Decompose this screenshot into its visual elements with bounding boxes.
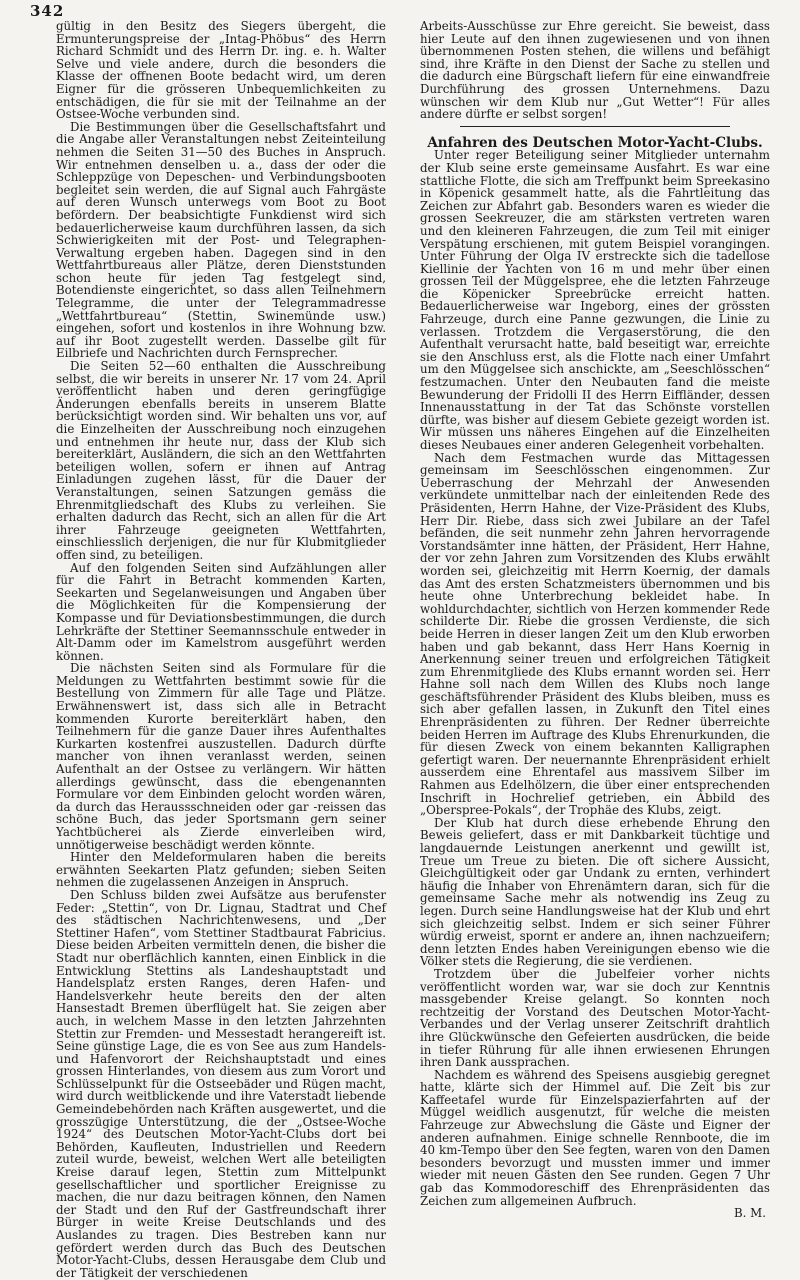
paragraph: gültig in den Besitz des Siegers übergeht, die Ermunterungspreise der „Intag-Phöbus“ des Herrn Richard Schmidt und des Herrn Dr. ing. e. h. Walter Selve und viele andere, durch die besonders die Klasse der offnenen Boote bedacht wird, um deren Eigner für die grösseren Unbequemlichkeiten zu entschädigen, die für sie mit der Teilnahme an der Ostsee-Woche verbunden sind. — [56, 19, 386, 122]
right-column — [420, 19, 770, 1221]
article-signature: B. M. — [734, 1206, 766, 1221]
paragraph: Nachdem es während des Speisens ausgiebig geregnet hatte, klärte sich der Himmel auf. Die Zeit bis zur Kaffeetafel wurde für Einzelspazierfahrten auf der Müggel weidlich ausgenutzt, für welche die meisten Fahrzeuge zur Abwechslung die Gäste und Eigner der anderen aufnahmen. Einige schnelle Rennboote, die im 40 km-Tempo über den See fegten, waren von den Damen besonders bevorzugt und mussten immer und immer wieder mit neuen Gästen den See runden. Gegen 7 Uhr gab das Kommodoreschiff des Ehrenpräsidenten das Zeichen zum allgemeinen Aufbruch. — [420, 1067, 770, 1208]
paragraph: Die Seiten 52—60 enthalten die Ausschreibung selbst, die wir bereits in unserer Nr. 17 vom 24. April veröffentlicht haben und deren geringfügige Änderungen ebenfalls bereits in unserem Blatte berücksichtigt worden sind. Wir behalten uns vor, auf die Einzelheiten der Ausschreibung noch einzugehen und entnehmen ihr heute nur, dass der Klub sich bereiterklärt, Ausländern, die sich an den Wettfahrten beteiligen wollen, sofern er ihnen auf Antrag Einladungen zugehen lässt, für die Dauer der Veranstaltungen, seinen Satzungen gemäss die Ehrenmitgliedschaft des Klubs zu verleihen. Sie erhalten dadurch das Recht, sich an allen für die Art ihrer Fahrzeuge geeigneten Wettfahrten, einschliesslich derjenigen, die nur für Klubmitglieder offen sind, zu beteiligen. — [56, 359, 386, 562]
paragraph: Den Schluss bilden zwei Aufsätze aus berufenster Feder: „Stettin“, von Dr. Lignau, Stadtrat und Chef des städtischen Nachrichtenwesens, und „Der Stettiner Hafen“, vom Stettiner Stadtbaurat Fabricius. Diese beiden Arbeiten vermitteln denen, die bisher die Stadt nur oberflächlich kannten, einen Einblick in die Entwicklung Stettins als Landeshauptstadt und Handelsplatz ersten Ranges, deren Hafen- und Handelsverkehr heute bereits den der alten Hansestadt Bremen überflügelt hat. Sie zeigen aber auch, in welchem Masse in den letzten Jahrzehnten Stettin zur Fremden- und Messestadt herangereift ist. Seine günstige Lage, die es von See aus zum Handels- und Hafenvorort der Reichshauptstadt und eines grossen Hinterlandes, von diesem aus zum Vorort und Schlüsselpunkt für die Ostseebäder und Rügen macht, wird durch weitblickende und ihre Vaterstadt liebende Gemeindebehörden nach Kräften ausgewertet, und die grosszügige Unterstützung, die der „Ostsee-Woche 1924“ des Deutschen Motor-Yacht-Clubs dort bei Behörden, Kaufleuten, Industriellen und Reedern zuteil wurde, beweist, welchen Wert alle beteiligten Kreise darauf legen, Stettin zum Mittelpunkt gesellschaftlicher und sportlicher Ereignisse zu machen, die nur dazu beitragen können, den Namen der Stadt und den Ruf der Gastfreundschaft ihrer Bürger in weite Kreise Deutschlands und des Auslandes zu tragen. Dies Bestreben kann nur gefördert werden durch das Buch des Deutschen Motor-Yacht-Clubs, dessen Herausgabe dem Club und der Tätigkeit der verschiedenen — [56, 887, 386, 1280]
paragraph: Trotzdem über die Jubelfeier vorher nichts veröffentlicht worden war, war sie doch zur Kenntnis massgebender Kreise gelangt. So konnten noch rechtzeitig der Vorstand des Deutschen Motor-Yacht-Verbandes und der Verlag unserer Zeitschrift drahtlich ihre Glückwünsche den Gefeierten ausdrücken, die beide in tiefer Rührung für alle ihnen erwiesenen Ehrungen ihren Dank aussprachen. — [420, 966, 770, 1070]
section-divider — [460, 126, 730, 127]
paragraph: Hinter den Meldeformularen haben die bereits erwähnten Seekarten Platz gefunden; sieben Seiten nehmen die zugelassenen Anzeigen in Anspruch. — [56, 850, 386, 890]
paragraph: Die nächsten Seiten sind als Formulare für die Meldungen zu Wettfahrten bestimmt sowie für die Bestellung von Zimmern für alle Tage und Plätze. Erwähnenswert ist, dass sich alle in Betracht kommenden Kurorte bereiterklärt haben, den Teilnehmern für die ganze Dauer ihres Aufenthaltes Kurkarten kostenfrei auszustellen. Dadurch dürfte mancher von ihnen veranlasst werden, seinen Aufenthalt an der Ostsee zu verlängern. Wir hätten allerdings gewünscht, dass die ebengenannten Formulare vor dem Einbinden gelocht worden wären, da durch das Heraussschneiden oder gar -reissen das schöne Buch, das jeder Sportsmann gern seiner Yachtbücherei als Zierde einverleiben wird, unnötigerweise beschädigt werden könnte. — [56, 661, 386, 852]
paragraph: Arbeits-Ausschüsse zur Ehre gereicht. Sie beweist, dass hier Leute auf den ihnen zugewiesenen und von ihnen übernommenen Posten stehen, die willens und befähigt sind, ihre Kräfte in den Dienst der Sache zu stellen und die dadurch eine Bürgschaft liefern für eine einwandfreie Durchführung des grossen Unternehmens. Dazu wünschen wir dem Klub nur „Gut Wetter“! Für alles andere dürfte er selbst sorgen! — [420, 19, 770, 122]
paragraph: Der Klub hat durch diese erhebende Ehrung den Beweis geliefert, dass er mit Dankbarkeit tüchtige und langdauernde Leistungen anerkennt und gewillt ist, Treue um Treue zu bieten. Die oft sichere Aussicht, Gleichgültigkeit oder gar Undank zu ernten, verhindert häufig die Inhaber von Ehrenämtern daran, sich für die gemeinsame Sache mehr als notwendig ins Zeug zu legen. Durch seine Handlungsweise hat der Klub und ehrt sich gleichzeitig selbst. Indem er sich seiner Führer würdig erweist, spornt er andere an, ihnen nachzueifern; denn letzten Endes haben Vereinigungen ebenso wie die Völker stets die Regierung, die sie verdienen. — [420, 815, 770, 969]
left-column — [56, 19, 386, 1280]
paragraph: Die Bestimmungen über die Gesellschaftsfahrt und die Angabe aller Veranstaltungen nebst Zeiteinteilung nehmen die Seiten 31—50 des Buches in Anspruch. Wir entnehmen denselben u. a., dass der oder die Schleppzüge von Depeschen- und Verbindungsbooten begleitet sein werden, die auf Signal auch Fahrgäste auf deren Wunsch unterwegs vom Boot zu Boot befördern. Der beabsichtigte Funkdienst wird sich bedauerlicherweise kaum durchführen lassen, da sich Schwierigkeiten mit der Post- und Telegraphen-Verwaltung ergeben haben. Dagegen sind in den Wettfahrtbureaus aller Plätze, deren Dienststunden schon heute für jeden Tag festgelegt sind, Botendienste eingerichtet, so dass allen Teilnehmern Telegramme, die unter der Telegrammadresse „Wettfahrtbureau“ (Stettin, Swinemünde usw.) eingehen, sofort und kostenlos in ihre Wohnung bzw. auf ihr Boot zugestellt werden. Dasselbe gilt für Eilbriefe und Nachrichten durch Fernsprecher. — [56, 119, 386, 361]
paragraph: Auf den folgenden Seiten sind Aufzählungen aller für die Fahrt in Betracht kommenden Karten, Seekarten und Segelanweisungen und Angaben über die Möglichkeiten für die Kompensierung der Kompasse und für Deviationsbestimmungen, die durch Lehrkräfte der Stettiner Seemannsschule entweder in Alt-Damm oder im Kamelstrom ausgeführt werden können. — [56, 560, 386, 663]
article-heading: Anfahren des Deutschen Motor-Yacht-Clubs. — [427, 134, 763, 151]
paragraph: Unter reger Beteiligung seiner Mitglieder unternahm der Klub seine erste gemeinsame Ausfahrt. Es war eine stattliche Flotte, die sich am Treffpunkt beim Spreekasino in Köpenick gesammelt hatte, als die Fahrtleitung das Zeichen zur Abfahrt gab. Besonders waren es wieder die grossen Seekreuzer, die am stärksten vertreten waren und den kleineren Fahrzeugen, die zum Teil mit einiger Verspätung erschienen, mit gutem Beispiel vorangingen. Unter Führung der Olga IV erstreckte sich die tadellose Kiellinie der Yachten von 16 m und mehr über einen grossen Teil der Müggelspree, ehe die letzten Fahrzeuge die Köpenicker Spreebrücke erreicht hatten. Bedauerlicherweise war Ingeborg, eines der grössten Fahrzeuge, durch eine Panne gezwungen, die Linie zu verlassen. Trotzdem die Vergaserstörung, die den Aufenthalt verursacht hatte, bald beseitigt war, erreichte sie den Anschluss erst, als die Flotte nach einer Umfahrt um den Müggelsee sich anschickte, am „Seeschlösschen“ festzumachen. Unter den Neubauten fand die meiste Bewunderung der Fridolli II des Herrn Eiffländer, dessen Innenausstattung in der Tat das Schönste vorstellen dürfte, was bisher auf diesem Gebiete gezeigt worden ist. Wir müssen uns näheres Eingehen auf die Einzelheiten dieses Neubaues einer anderen Gelegenheit vorbehalten. — [420, 148, 770, 452]
page-number: 342 — [30, 2, 65, 20]
paragraph: Nach dem Festmachen wurde das Mittagessen gemeinsam im Seeschlösschen eingenommen. Zur Ueberraschung der Mehrzahl der Anwesenden verkündete unmittelbar nach der einleitenden Rede des Präsidenten, Herrn Hahne, der Vize-Präsident des Klubs, Herr Dir. Riebe, dass sich zwei Jubilare an der Tafel befänden, die seit nunmehr zehn Jahren hervorragende Vorstandsämter inne hätten, der Präsident, Herr Hahne, der vor zehn Jahren zum Vorsitzenden des Klubs erwählt worden sei, gleichzeitig mit Herrn Koernig, der damals das Amt des ersten Schatzmeisters übernommen und bis heute ohne Unterbrechung bekleidet habe. In wohldurchdachter, sichtlich von Herzen kommender Rede schilderte Dir. Riebe die grossen Verdienste, die sich beide Herren in dieser langen Zeit um den Klub erworben haben und gab bekannt, dass Herr Hans Koernig in Anerkennung seiner treuen und erfolgreichen Tätigkeit zum Ehrenmitgliede des Klubs ernannt worden sei. Herr Hahne soll nach dem Willen des Klubs noch lange geschäftsführender Präsident des Klubs bleiben, muss es sich aber gefallen lassen, in Zukunft den Titel eines Ehrenpräsidenten zu führen. Der Redner überreichte beiden Herren im Auftrage des Klubs Ehrenurkunden, die für diesen Zweck von einem bekannten Kalligraphen gefertigt waren. Der neuernannte Ehrenpräsident erhielt ausserdem eine Ehrentafel aus massivem Silber im Rahmen aus Edelhölzern, die über einer entsprechenden Inschrift in Hochrelief getrieben, ein Abbild des „Oberspree-Pokals“, der Trophäe des Klubs, zeigt. — [420, 450, 770, 818]
